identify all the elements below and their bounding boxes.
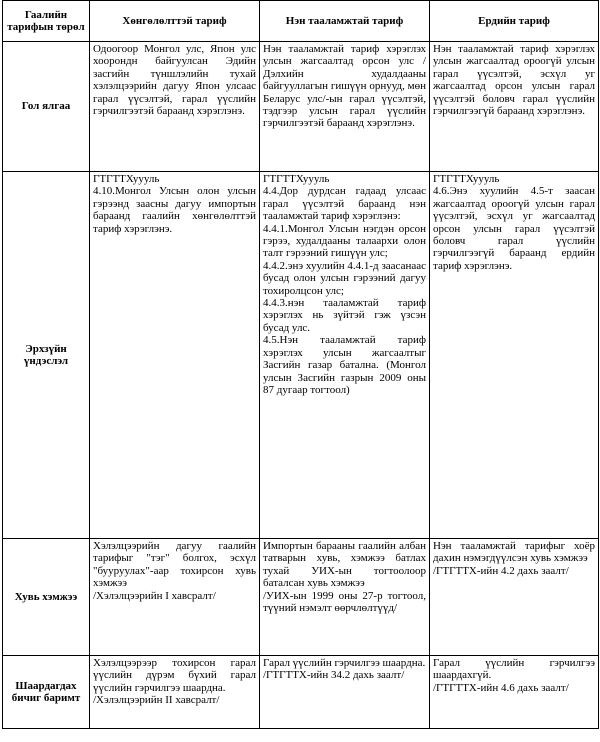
cell-text: /ГТГТТХ-ийн 34.2 дахь заалт/ bbox=[263, 669, 405, 682]
table-cell bbox=[430, 539, 599, 656]
cell-text: 4.4.Дор дурдсан гадаад улсаас гарал үүсэлтэй бараанд нэн тааламжтай тариф хэрэглэнэ: bbox=[263, 185, 426, 223]
header-general-tariff: Ердийн тариф bbox=[430, 1, 599, 42]
cell-text: /УИХ-ын 1999 оны 27-р тогтоол, түүний нэмэлт өөрчлөлтүүд/ bbox=[263, 589, 426, 615]
table-cell bbox=[260, 656, 430, 729]
cell-text: 4.4.3.нэн тааламжтай тариф хэрэглэх нь зүйтэй гэж үзсэн бусад улс. bbox=[263, 297, 426, 334]
table-cell bbox=[90, 42, 260, 172]
cell-text: Одоогоор Монгол улс, Япон улс хоорондн байгуулсан Эдийн засгийн түншлэлийн тухай хэлэлцээрийн дагуу Япон улсаас гарал үүсэлтэй, гарал үүслийн гэрчилгээтэй бараанд хэрэглэнэ. bbox=[93, 43, 256, 118]
table-row bbox=[3, 539, 599, 656]
table-cell bbox=[260, 172, 430, 539]
tariff-comparison-table bbox=[2, 0, 599, 729]
table-cell bbox=[260, 539, 430, 656]
cell-text: 4.4.1.Монгол Улсын нэгдэн орсон гэрээ, худалдааны талаархи олон талт гэрээний гишүүн улс; bbox=[263, 222, 426, 260]
cell-text: Нэн тааламжтай тариф хэрэглэх улсын жагсаалтад ороогүй улсын гарал үүсэлтэй, эсхүл уг жагсаалтад орсон улсын гарал үүсэлтэй боловч гарал үүслийн гэрчилгээгүй бараанд хэрэглэнэ. bbox=[433, 43, 595, 118]
row-label-legal-basis: Эрхзүйн үндэслэл bbox=[3, 172, 90, 539]
cell-text: 4.5.Нэн тааламжтай тариф хэрэглэх улсын жагсаалтыг Засгийн газар батална. (Монгол улсын Засгийн газрын 2009 оны 87 дугаар тогтоол) bbox=[263, 334, 426, 396]
header-mfn-tariff: Нэн тааламжтай тариф bbox=[260, 1, 430, 42]
table-row bbox=[3, 172, 599, 539]
row-label-rate: Хувь хэмжээ bbox=[3, 539, 90, 656]
table-cell bbox=[90, 172, 260, 539]
header-tariff-type: Гаалийн тарифын төрөл bbox=[3, 1, 90, 42]
cell-text: 4.6.Энэ хуулийн 4.5-т заасан жагсаалтад ороогүй улсын гарал үүсэлтэй, эсхүл уг жагсаалтад орсон улсын гарал үүсэлтэй боловч гарал үүслийн гэрчилгээгүй бараанд ердийн тариф хэрэглэнэ. bbox=[433, 185, 595, 272]
cell-text: /ГТГТТХ-ийн 4.6 дахь заалт/ bbox=[433, 681, 569, 694]
table-cell bbox=[90, 656, 260, 729]
cell-text: ГТГТТХуууль bbox=[263, 173, 330, 185]
header-row bbox=[3, 1, 599, 42]
cell-text: Импортын барааны гаалийн албан татварын хувь, хэмжээ батлах тухай УИХ-ын тогтоолоор баталсан хувь хэмжээ bbox=[263, 540, 426, 590]
table-cell bbox=[430, 656, 599, 729]
table-row bbox=[3, 42, 599, 172]
header-preferential-tariff: Хөнгөлөлттэй тариф bbox=[90, 1, 260, 42]
table-cell bbox=[430, 42, 599, 172]
cell-text: Хэлэлцээрийн дагуу гаалийн тарифыг "тэг" болгох, эсхүл "бууруулах"-аар тохирсон хувь хэмжээ bbox=[93, 540, 256, 590]
cell-text: ГТГТТХуууль bbox=[433, 173, 500, 185]
cell-text: /Хэлэлцээрийн II хавсралт/ bbox=[93, 694, 220, 707]
table-cell bbox=[260, 42, 430, 172]
cell-text: Нэн тааламжтай тарифыг хоёр дахин нэмэгдүүлсэн хувь хэмжээ bbox=[433, 540, 595, 565]
row-label-required-documents: Шаардагдах бичиг баримт bbox=[3, 656, 90, 729]
cell-text: /Хэлэлцээрийн I хавсралт/ bbox=[93, 589, 216, 602]
cell-text: Гарал үүслийн гэрчилгээ шаардна. bbox=[263, 657, 426, 669]
cell-text: 4.4.2.энэ хуулийн 4.4.1-д заасанаас бусад олон улсын гэрээний дагуу тохиролцсон улс; bbox=[263, 259, 426, 297]
table-row bbox=[3, 656, 599, 729]
cell-text: Хэлэлцээрээр тохирсон гарал үүслийн дүрэм бүхий гарал үүслийн гэрчилгээ шаардна. bbox=[93, 657, 256, 694]
cell-text: Нэн тааламжтай тариф хэрэглэх улсын жагсаалтад орсон улс /Дэлхийн худалдааны байгууллагын гишүүн орнууд, мөн Беларус улс/-ын гарал үүсэлтэй, тэдгээр улсын гарал үүслийн гэрчилгээтэй бараанд хэрэглэнэ. bbox=[263, 43, 426, 130]
cell-text: 4.10.Монгол Улсын олон улсын гэрээнд заасны дагуу импортын бараанд гаалийн хөнгөлөлттэй тариф хэрэглэнэ. bbox=[93, 185, 256, 235]
table-cell bbox=[430, 172, 599, 539]
cell-text: ГТГТТХуууль bbox=[93, 173, 160, 185]
cell-text: /ГТГТТХ-ийн 4.2 дахь заалт/ bbox=[433, 564, 569, 577]
row-label-main-difference: Гол ялгаа bbox=[3, 42, 90, 172]
table-cell bbox=[90, 539, 260, 656]
cell-text: Гарал үүслийн гэрчилгээ шаардахгүй. bbox=[433, 657, 595, 682]
